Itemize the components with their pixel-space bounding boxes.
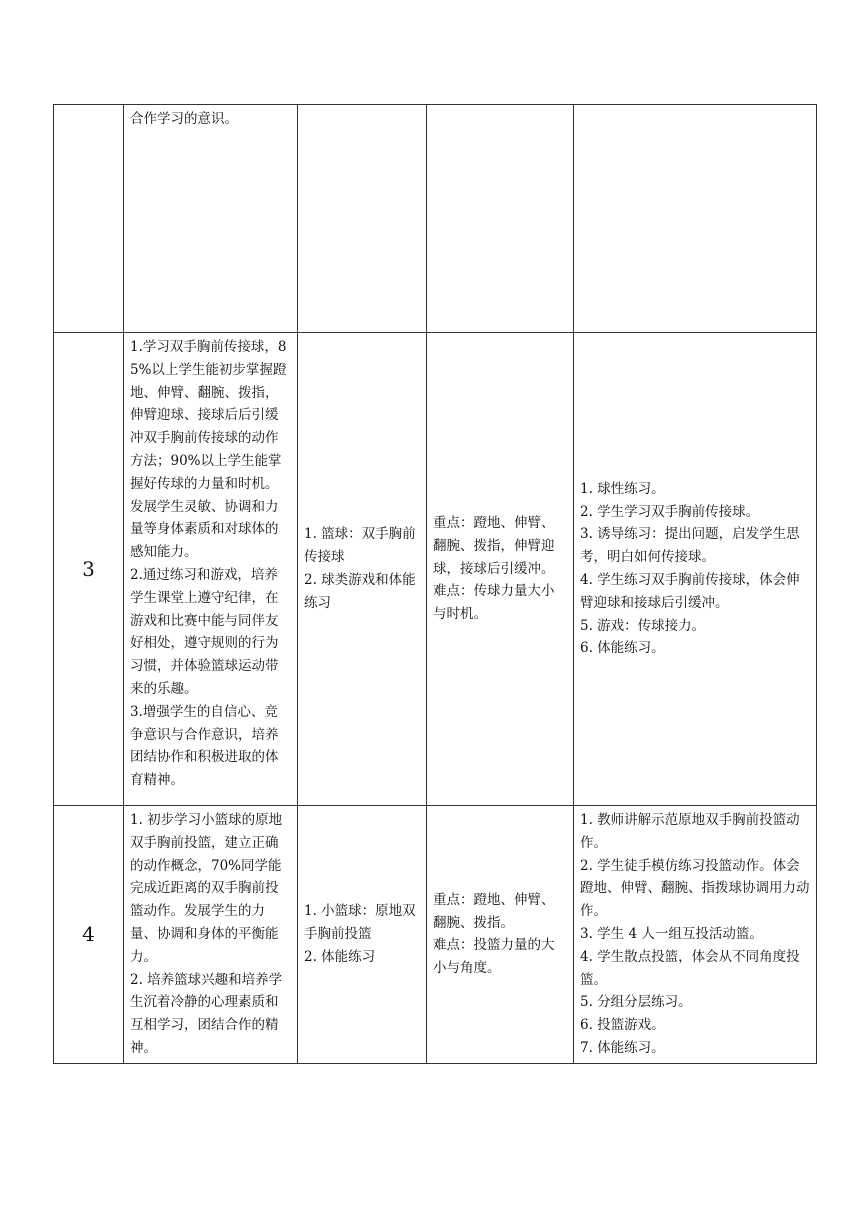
keypoints-cell [427,806,574,1064]
objective-text: 合作学习的意识。 [130,111,238,127]
activity-text: 2. 学生徒手模仿练习投篮动作。体会蹬地、伸臂、翻腕、指拨球协调用力动作。 [580,857,810,920]
objective-text: 1.学习双手胸前传接球，85%以上学生能初步掌握蹬地、伸臂、翻腕、拨指，伸臂迎球、接球后后引缓冲双手胸前传接球的动作方法；90%以上学生能掌握好传球的力量和时机。发展学生灵敏、协调和力量等身体素质和对球体的感知能力。 [130,339,287,561]
objective-text: 2.通过练习和游戏，培养学生课堂上遵守纪律，在游戏和比赛中能与同伴友好相处，遵守规则的行为习惯，并体验篮球运动带来的乐趣。 [130,566,279,697]
activities-cell [574,105,817,333]
lesson-plan-table [53,104,817,1064]
content-cell [298,333,427,806]
content-cell [298,806,427,1064]
content-cell [298,105,427,333]
activity-text: 1. 球性练习。 [580,480,665,497]
lesson-number: 3 [54,333,124,806]
activities-cell [574,333,817,806]
keypoint-text: 难点：投篮力量的大小与角度。 [433,937,555,977]
objectives-cell [124,333,298,806]
activity-text: 4. 学生散点投篮，体会从不同角度投篮。 [580,948,800,988]
activity-text: 2. 学生学习双手胸前传接球。 [580,503,760,520]
activity-text: 6. 投篮游戏。 [580,1017,665,1034]
content-text: 1. 篮球：双手胸前传接球 [304,526,416,566]
keypoints-cell [427,333,574,806]
activity-text: 5. 游戏：传球接力。 [580,617,706,634]
lesson-number: 4 [54,806,124,1064]
activity-text: 7. 体能练习。 [580,1039,665,1056]
keypoint-text: 重点：蹬地、伸臂、翻腕、拨指。 [433,891,555,931]
keypoints-cell [427,105,574,333]
objective-text: 2. 培养篮球兴趣和培养学生沉着冷静的心理素质和互相学习，团结合作的精神。 [130,971,283,1056]
table-row [54,806,817,1064]
activity-text: 1. 教师讲解示范原地双手胸前投篮动作。 [580,812,800,851]
objective-text: 1. 初步学习小篮球的原地双手胸前投篮，建立正确的动作概念，70%同学能完成近距离的双手胸前投篮动作。发展学生的力量、协调和身体的平衡能力。 [130,812,283,965]
activities-cell [574,806,817,1064]
keypoint-text: 难点：传球力量大小与时机。 [433,583,555,623]
activity-text: 5. 分组分层练习。 [580,994,692,1011]
content-text: 1. 小篮球：原地双手胸前投篮 [304,903,416,942]
activity-text: 4. 学生练习双手胸前传接球，体会伸臂迎球和接球后引缓冲。 [580,572,800,611]
objectives-cell [124,105,298,333]
content-text: 2. 球类游戏和体能练习 [304,572,416,611]
keypoint-text: 重点：蹬地、伸臂、翻腕、拨指，伸臂迎球，接球后引缓冲。 [433,515,555,577]
lesson-number [54,105,124,333]
content-text: 2. 体能练习 [304,948,376,965]
objectives-cell [124,806,298,1064]
activity-text: 6. 体能练习。 [580,640,665,657]
table-row [54,333,817,806]
activity-text: 3. 诱导练习：提出问题，启发学生思考，明白如何传接球。 [580,526,800,566]
objective-text: 3.增强学生的自信心、竞争意识与合作意识，培养团结协作和积极进取的体育精神。 [130,703,279,789]
activity-text: 3. 学生 4 人一组互投活动篮。 [580,925,763,942]
table-row [54,105,817,333]
